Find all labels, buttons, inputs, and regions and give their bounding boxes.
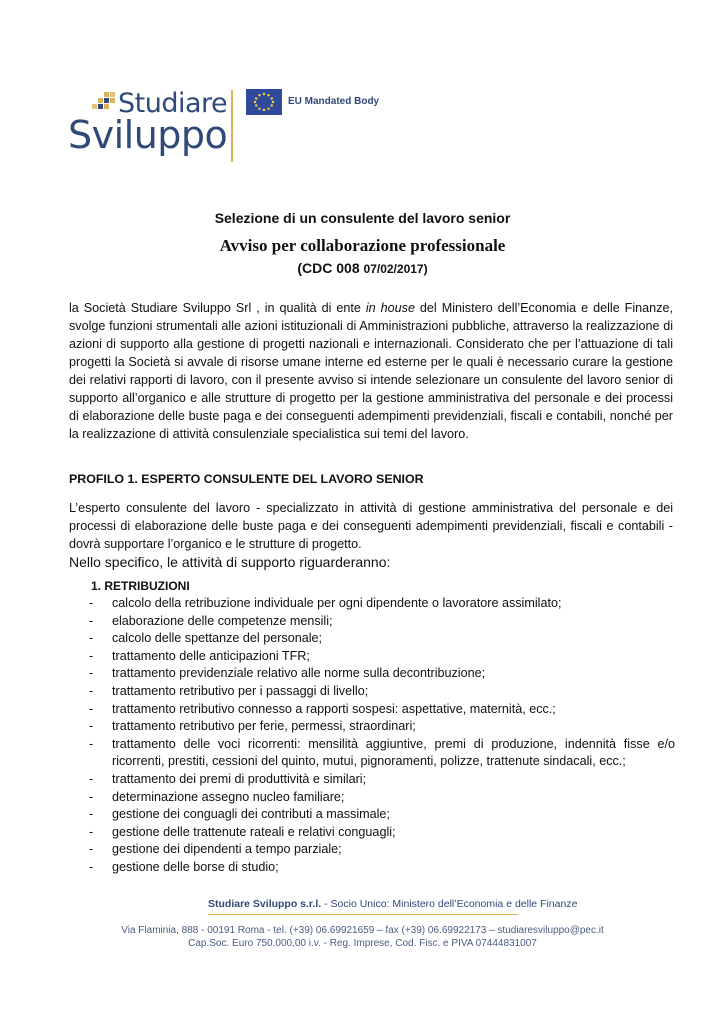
list-dash: - [89, 859, 94, 874]
footer-company [208, 898, 577, 910]
logo-divider [231, 90, 233, 162]
intro-text-1: la Società Studiare Sviluppo Srl , in qualità di ente [69, 301, 366, 315]
document-subject: Selezione di un consulente del lavoro senior [214, 210, 511, 226]
list-item [89, 806, 675, 824]
list-item-text: calcolo delle spettanze del personale; [112, 631, 323, 646]
list-item-text: trattamento delle anticipazioni TFR; [112, 648, 310, 663]
section-heading-retribuzioni: 1. RETRIBUZIONI [91, 579, 190, 593]
footer-company-owner: - Socio Unico: Ministero dell’Economia e delle Finanze [321, 898, 578, 910]
list-item [89, 630, 675, 648]
activities-intro: Nello specifico, le attività di supporto riguarderanno: [69, 554, 391, 570]
list-item-text: gestione delle borse di studio; [112, 859, 279, 874]
list-item [89, 701, 675, 719]
list-item [89, 718, 675, 736]
list-item [89, 595, 675, 613]
code-date: 07/02/2017) [363, 262, 428, 276]
list-item-text: gestione delle trattenute rateali e relativi conguagli; [112, 824, 396, 839]
list-item [89, 771, 675, 789]
company-logo [68, 86, 408, 166]
retribuzioni-list [89, 595, 675, 877]
list-dash: - [89, 666, 94, 681]
list-item [89, 736, 675, 771]
list-dash: - [89, 613, 94, 628]
list-item [89, 683, 675, 701]
footer-company-name: Studiare Sviluppo s.r.l. [208, 898, 322, 910]
intro-italic: in house [365, 301, 415, 315]
intro-paragraph [69, 299, 673, 443]
footer-registry: Cap.Soc. Euro 750.000,00 i.v. - Reg. Imprese, Cod. Fisc. e PIVA 07444831007 [188, 938, 537, 949]
list-dash: - [89, 648, 94, 663]
footer-address: Via Flaminia, 888 - 00191 Roma - tel. (+39) 06.69921659 – fax (+39) 06.69922173 – studiaresviluppo@pec.it [121, 925, 604, 936]
logo-squares-icon [90, 92, 116, 110]
document-code [0, 260, 725, 276]
eu-flag-icon [246, 89, 282, 115]
list-item-text: trattamento retributivo per i passaggi di livello; [112, 683, 369, 698]
list-dash: - [89, 807, 94, 822]
list-item-text: elaborazione delle competenze mensili; [112, 613, 333, 628]
list-dash: - [89, 771, 94, 786]
list-dash: - [89, 701, 94, 716]
logo-word-sviluppo: Sviluppo [68, 113, 228, 157]
list-item [89, 613, 675, 631]
list-dash: - [89, 736, 94, 751]
list-dash: - [89, 842, 94, 857]
list-dash: - [89, 789, 94, 804]
list-item [89, 859, 675, 877]
footer-divider [208, 914, 518, 915]
intro-text-2: del Ministero dell’Economia e delle Finanze, svolge funzioni strumentali alle azioni istituzionali di Amministrazioni pubbliche, attraverso la realizzazione di azioni di supporto alla gestione di progetti nazionali e internazionali. Considerato che per l’attuazione di tali progetti la Società si avvale di risorse umane interne ed esterne per le quali è necessario curare la gestione dei relativi rapporti di lavoro, con il presente avviso si intende selezionare un consulente del lavoro senior di supporto all’organico e alle strutture di progetto per la gestione amministrativa del personale e dei processi di elaborazione delle buste paga e dei conseguenti adempimenti previdenziali, fiscali e contabili, nonché per la realizzazione di attività consulenziale specialistica sui temi del lavoro. [69, 301, 673, 441]
code-label: (CDC 008 [297, 260, 360, 276]
list-item [89, 789, 675, 807]
list-item-text: determinazione assegno nucleo familiare; [112, 789, 345, 804]
list-item [89, 648, 675, 666]
list-item [89, 824, 675, 842]
list-item-text: trattamento delle voci ricorrenti: mensilità aggiuntive, premi di produzione, indennità fisse e/o ricorrenti, prestiti, cessioni del quinto, mutui, pignoramenti, polizze, trattenute sindacali, ecc.; [112, 736, 675, 769]
list-item-text: trattamento retributivo connesso a rapporti sospesi: aspettative, maternità, ecc.; [112, 701, 556, 716]
list-item-text: trattamento retributivo per ferie, permessi, straordinari; [112, 719, 416, 734]
list-dash: - [89, 596, 94, 610]
eu-mandated-label: EU Mandated Body [288, 96, 380, 107]
profile-heading: PROFILO 1. ESPERTO CONSULENTE DEL LAVORO SENIOR [69, 472, 424, 486]
list-dash: - [89, 631, 94, 646]
logo-word-studiare: Studiare [118, 88, 228, 119]
profile-paragraph: L’esperto consulente del lavoro - specializzato in attività di gestione amministrativa del personale e dei processi di elaborazione delle buste paga e dei conseguenti adempimenti previdenziali, fiscali e contabili - dovrà supportare l’organico e le strutture di progetto. [69, 501, 673, 551]
list-dash: - [89, 719, 94, 734]
list-item-text: gestione dei dipendenti a tempo parziale; [112, 842, 342, 857]
list-dash: - [89, 683, 94, 698]
list-item-text: calcolo della retribuzione individuale per ogni dipendente o lavoratore assimilato; [112, 596, 562, 610]
list-item [89, 665, 675, 683]
list-dash: - [89, 824, 94, 839]
list-item [89, 841, 675, 859]
list-item-text: gestione dei conguagli dei contributi a massimale; [112, 807, 390, 822]
list-item-text: trattamento previdenziale relativo alle norme sulla decontribuzione; [112, 666, 486, 681]
list-item-text: trattamento dei premi di produttività e similari; [112, 771, 367, 786]
document-title: Avviso per collaborazione professionale [219, 236, 506, 255]
